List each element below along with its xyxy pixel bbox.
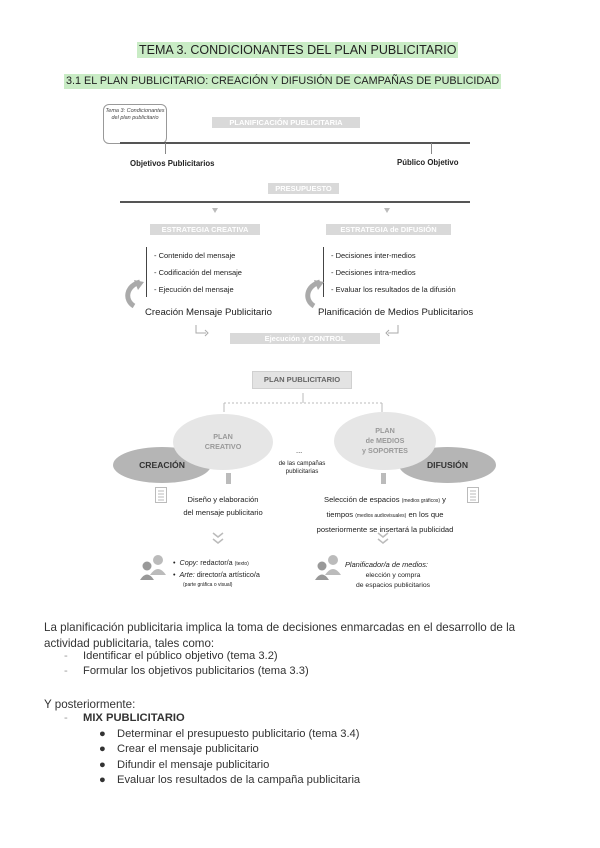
creativa-item: - Contenido del mensaje bbox=[154, 251, 236, 260]
bullet-icon: ● bbox=[99, 728, 106, 740]
planificacion-bar: PLANIFICACIÓN PUBLICITARIA bbox=[212, 117, 360, 128]
creativa-item: - Codificación del mensaje bbox=[154, 268, 242, 277]
seleccion-small: (medios gráficos) bbox=[401, 498, 441, 504]
note-text: Tema 3: Condicionantes del plan publicitario bbox=[105, 108, 165, 121]
plan-publicitario-label: PLAN PUBLICITARIO bbox=[263, 375, 341, 384]
objetivos-label: Objetivos Publicitarios bbox=[130, 159, 215, 168]
dash-list-item bbox=[64, 665, 309, 677]
seleccion-text: posteriormente se insertará la publicidad bbox=[316, 525, 454, 534]
ejecucion-bar: Ejecución y CONTROL bbox=[230, 333, 380, 344]
difusion-item: - Decisiones intra-medios bbox=[331, 268, 416, 277]
divider-line bbox=[120, 142, 470, 144]
seleccion-text: tiempos bbox=[326, 510, 356, 519]
arte-line bbox=[173, 570, 260, 579]
bullet-item-text: Difundir el mensaje publicitario bbox=[117, 759, 270, 771]
plan-publicitario-box bbox=[252, 371, 352, 389]
difusion-label: DIFUSIÓN bbox=[426, 460, 469, 470]
bullet-list-item bbox=[99, 728, 360, 740]
connector-right bbox=[431, 143, 432, 154]
arte-label: Arte: bbox=[179, 570, 195, 579]
document-icon bbox=[155, 487, 167, 503]
bullet-item-text: Crear el mensaje publicitario bbox=[117, 743, 259, 755]
arte-text: director/a artístico/a bbox=[194, 570, 260, 579]
document-icon bbox=[467, 487, 479, 503]
curve-arrow-icon bbox=[120, 278, 144, 310]
bullet-item-text: Determinar el presupuesto publicitario (tema 3.4) bbox=[117, 728, 360, 740]
copy-small: (texto) bbox=[234, 561, 249, 567]
dash-item-text: Formular los objetivos publicitarios (tema 3.3) bbox=[83, 665, 309, 677]
dash-icon: - bbox=[64, 650, 68, 662]
publico-label: Público Objetivo bbox=[397, 158, 459, 167]
plan-creativo-ellipse bbox=[173, 414, 273, 470]
chevron-down-icon bbox=[376, 531, 390, 545]
dash-list-item bbox=[64, 650, 278, 662]
bullet-item-text: Evaluar los resultados de la campaña publicitaria bbox=[117, 774, 361, 786]
creacion-label: CREACIÓN bbox=[139, 460, 185, 470]
return-arrow-icon bbox=[385, 324, 399, 338]
arrow-down-block bbox=[226, 473, 231, 484]
planificador-text: elección y compra de espacios publicitarios bbox=[355, 572, 431, 589]
planificacion-medios-label: Planificación de Medios Publicitarios bbox=[318, 307, 474, 318]
bullet-list-item bbox=[99, 759, 269, 771]
chevron-down-icon bbox=[211, 531, 225, 545]
difusion-item: - Decisiones inter-medios bbox=[331, 251, 416, 260]
plan-medios-ellipse bbox=[334, 412, 436, 470]
dash-icon: - bbox=[64, 665, 68, 677]
bullet-icon: ● bbox=[99, 743, 106, 755]
bullet-list-item bbox=[99, 743, 259, 755]
bullet-icon: • bbox=[173, 558, 180, 567]
campanas-label: de las campañas publicitarias bbox=[278, 460, 326, 475]
bullet-icon: • bbox=[173, 570, 180, 579]
arrow-down-block bbox=[381, 473, 386, 484]
seleccion-text: Selección de espacios bbox=[324, 495, 402, 504]
note-box bbox=[103, 104, 167, 144]
copy-text: redactor/a bbox=[198, 558, 235, 567]
estrategia-difusion-bar: ESTRATEGIA de DIFUSIÓN bbox=[326, 224, 451, 235]
diseno-label: Diseño y elaboración del mensaje publicitario bbox=[183, 495, 263, 517]
creativa-bracket bbox=[146, 247, 147, 297]
copy-label: Copy: bbox=[179, 558, 199, 567]
plan-creativo-label: PLAN CREATIVO bbox=[204, 432, 242, 451]
people-icon bbox=[313, 553, 343, 581]
dash-icon: - bbox=[64, 712, 68, 724]
presupuesto-bar: PRESUPUESTO bbox=[268, 183, 339, 194]
seleccion-text: y bbox=[440, 495, 446, 504]
bullet-list-item bbox=[99, 774, 360, 786]
paragraph-posteriormente: Y posteriormente: bbox=[44, 698, 136, 711]
return-arrow-icon bbox=[195, 324, 209, 338]
mix-heading bbox=[64, 712, 185, 724]
bullet-icon: ● bbox=[99, 759, 106, 771]
dash-item-text: Identificar el público objetivo (tema 3.2) bbox=[83, 650, 278, 662]
mix-label: MIX PUBLICITARIO bbox=[83, 712, 185, 724]
tree-connector bbox=[218, 393, 388, 413]
arrow-down-icon bbox=[212, 208, 218, 213]
connector-left bbox=[165, 143, 166, 154]
curve-arrow-icon bbox=[300, 278, 324, 310]
plan-medios-label: PLAN de MEDIOS y SOPORTES bbox=[362, 426, 408, 455]
creativa-item: - Ejecución del mensaje bbox=[154, 285, 234, 294]
copy-line bbox=[173, 558, 249, 567]
divider-line-2 bbox=[120, 201, 470, 203]
seleccion-label bbox=[300, 493, 470, 536]
seleccion-small: (medios audiovisuales) bbox=[355, 513, 407, 519]
estrategia-creativa-bar: ESTRATEGIA CREATIVA bbox=[150, 224, 260, 235]
planificador-label: Planificador/a de medios: bbox=[345, 560, 428, 569]
people-icon bbox=[138, 553, 168, 581]
page-title: TEMA 3. CONDICIONANTES DEL PLAN PUBLICITARIO bbox=[139, 43, 457, 57]
seleccion-text: en los que bbox=[406, 510, 444, 519]
creacion-mensaje-label: Creación Mensaje Publicitario bbox=[145, 307, 272, 318]
paragraph-intro: La planificación publicitaria implica la toma de decisiones enmarcadas en el desarrollo de la actividad publicitaria, tales como: bbox=[44, 621, 516, 650]
difusion-item: - Evaluar los resultados de la difusión bbox=[331, 285, 456, 294]
section-subtitle: 3.1 EL PLAN PUBLICITARIO: CREACIÓN Y DIFUSIÓN DE CAMPAÑAS DE PUBLICIDAD bbox=[66, 75, 500, 87]
bullet-icon: ● bbox=[99, 774, 106, 786]
dots-label: ... bbox=[296, 446, 303, 455]
arte-small: (parte gráfica o visual) bbox=[183, 582, 233, 588]
arrow-down-icon bbox=[384, 208, 390, 213]
